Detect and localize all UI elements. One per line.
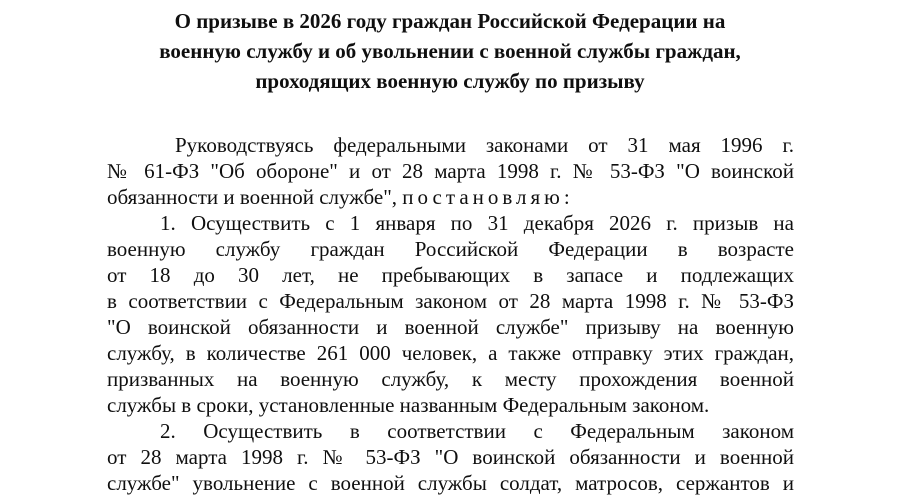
item1-line: службы в сроки, установленные названным Федеральным законом. bbox=[107, 393, 710, 417]
title-line: проходящих военную службу по призыву bbox=[255, 69, 645, 93]
preamble-line bbox=[107, 184, 574, 210]
title-line: О призыве в 2026 году граждан Российской Федерации на bbox=[174, 9, 726, 33]
preamble-decree: постановляю: bbox=[402, 185, 574, 209]
item1-line: военную службу граждан Российской Федерации в возрасте bbox=[107, 237, 794, 261]
preamble-line: Руководствуясь федеральными законами от 31 мая 1996 г. bbox=[175, 133, 794, 157]
title-line: военную службу и об увольнении с военной службы граждан, bbox=[159, 39, 741, 63]
item1-line: 1. Осуществить с 1 января по 31 декабря 2026 г. призыв на bbox=[160, 211, 794, 235]
item1-line: службу, в количестве 261 000 человек, а также отправку этих граждан, bbox=[107, 341, 794, 365]
document-title bbox=[0, 6, 900, 96]
preamble-line: № 61-ФЗ "Об обороне" и от 28 марта 1998 г. № 53-ФЗ "О воинской bbox=[107, 159, 794, 183]
preamble-text: обязанности и военной службе", bbox=[107, 185, 398, 209]
item1-line: в соответствии с Федеральным законом от 28 марта 1998 г. № 53-ФЗ bbox=[107, 289, 794, 313]
item1-line: "О воинской обязанности и военной службе" призыву на военную bbox=[107, 315, 794, 339]
item2-line: от 28 марта 1998 г. № 53-ФЗ "О воинской обязанности и военной bbox=[107, 445, 794, 469]
item2-line: службе" увольнение с военной службы солдат, матросов, сержантов и bbox=[107, 471, 794, 495]
item1-line: призванных на военную службу, к месту прохождения военной bbox=[107, 367, 794, 391]
item1-line: от 18 до 30 лет, не пребывающих в запасе и подлежащих bbox=[107, 263, 794, 287]
item2-line: 2. Осуществить в соответствии с Федеральным законом bbox=[160, 419, 794, 443]
